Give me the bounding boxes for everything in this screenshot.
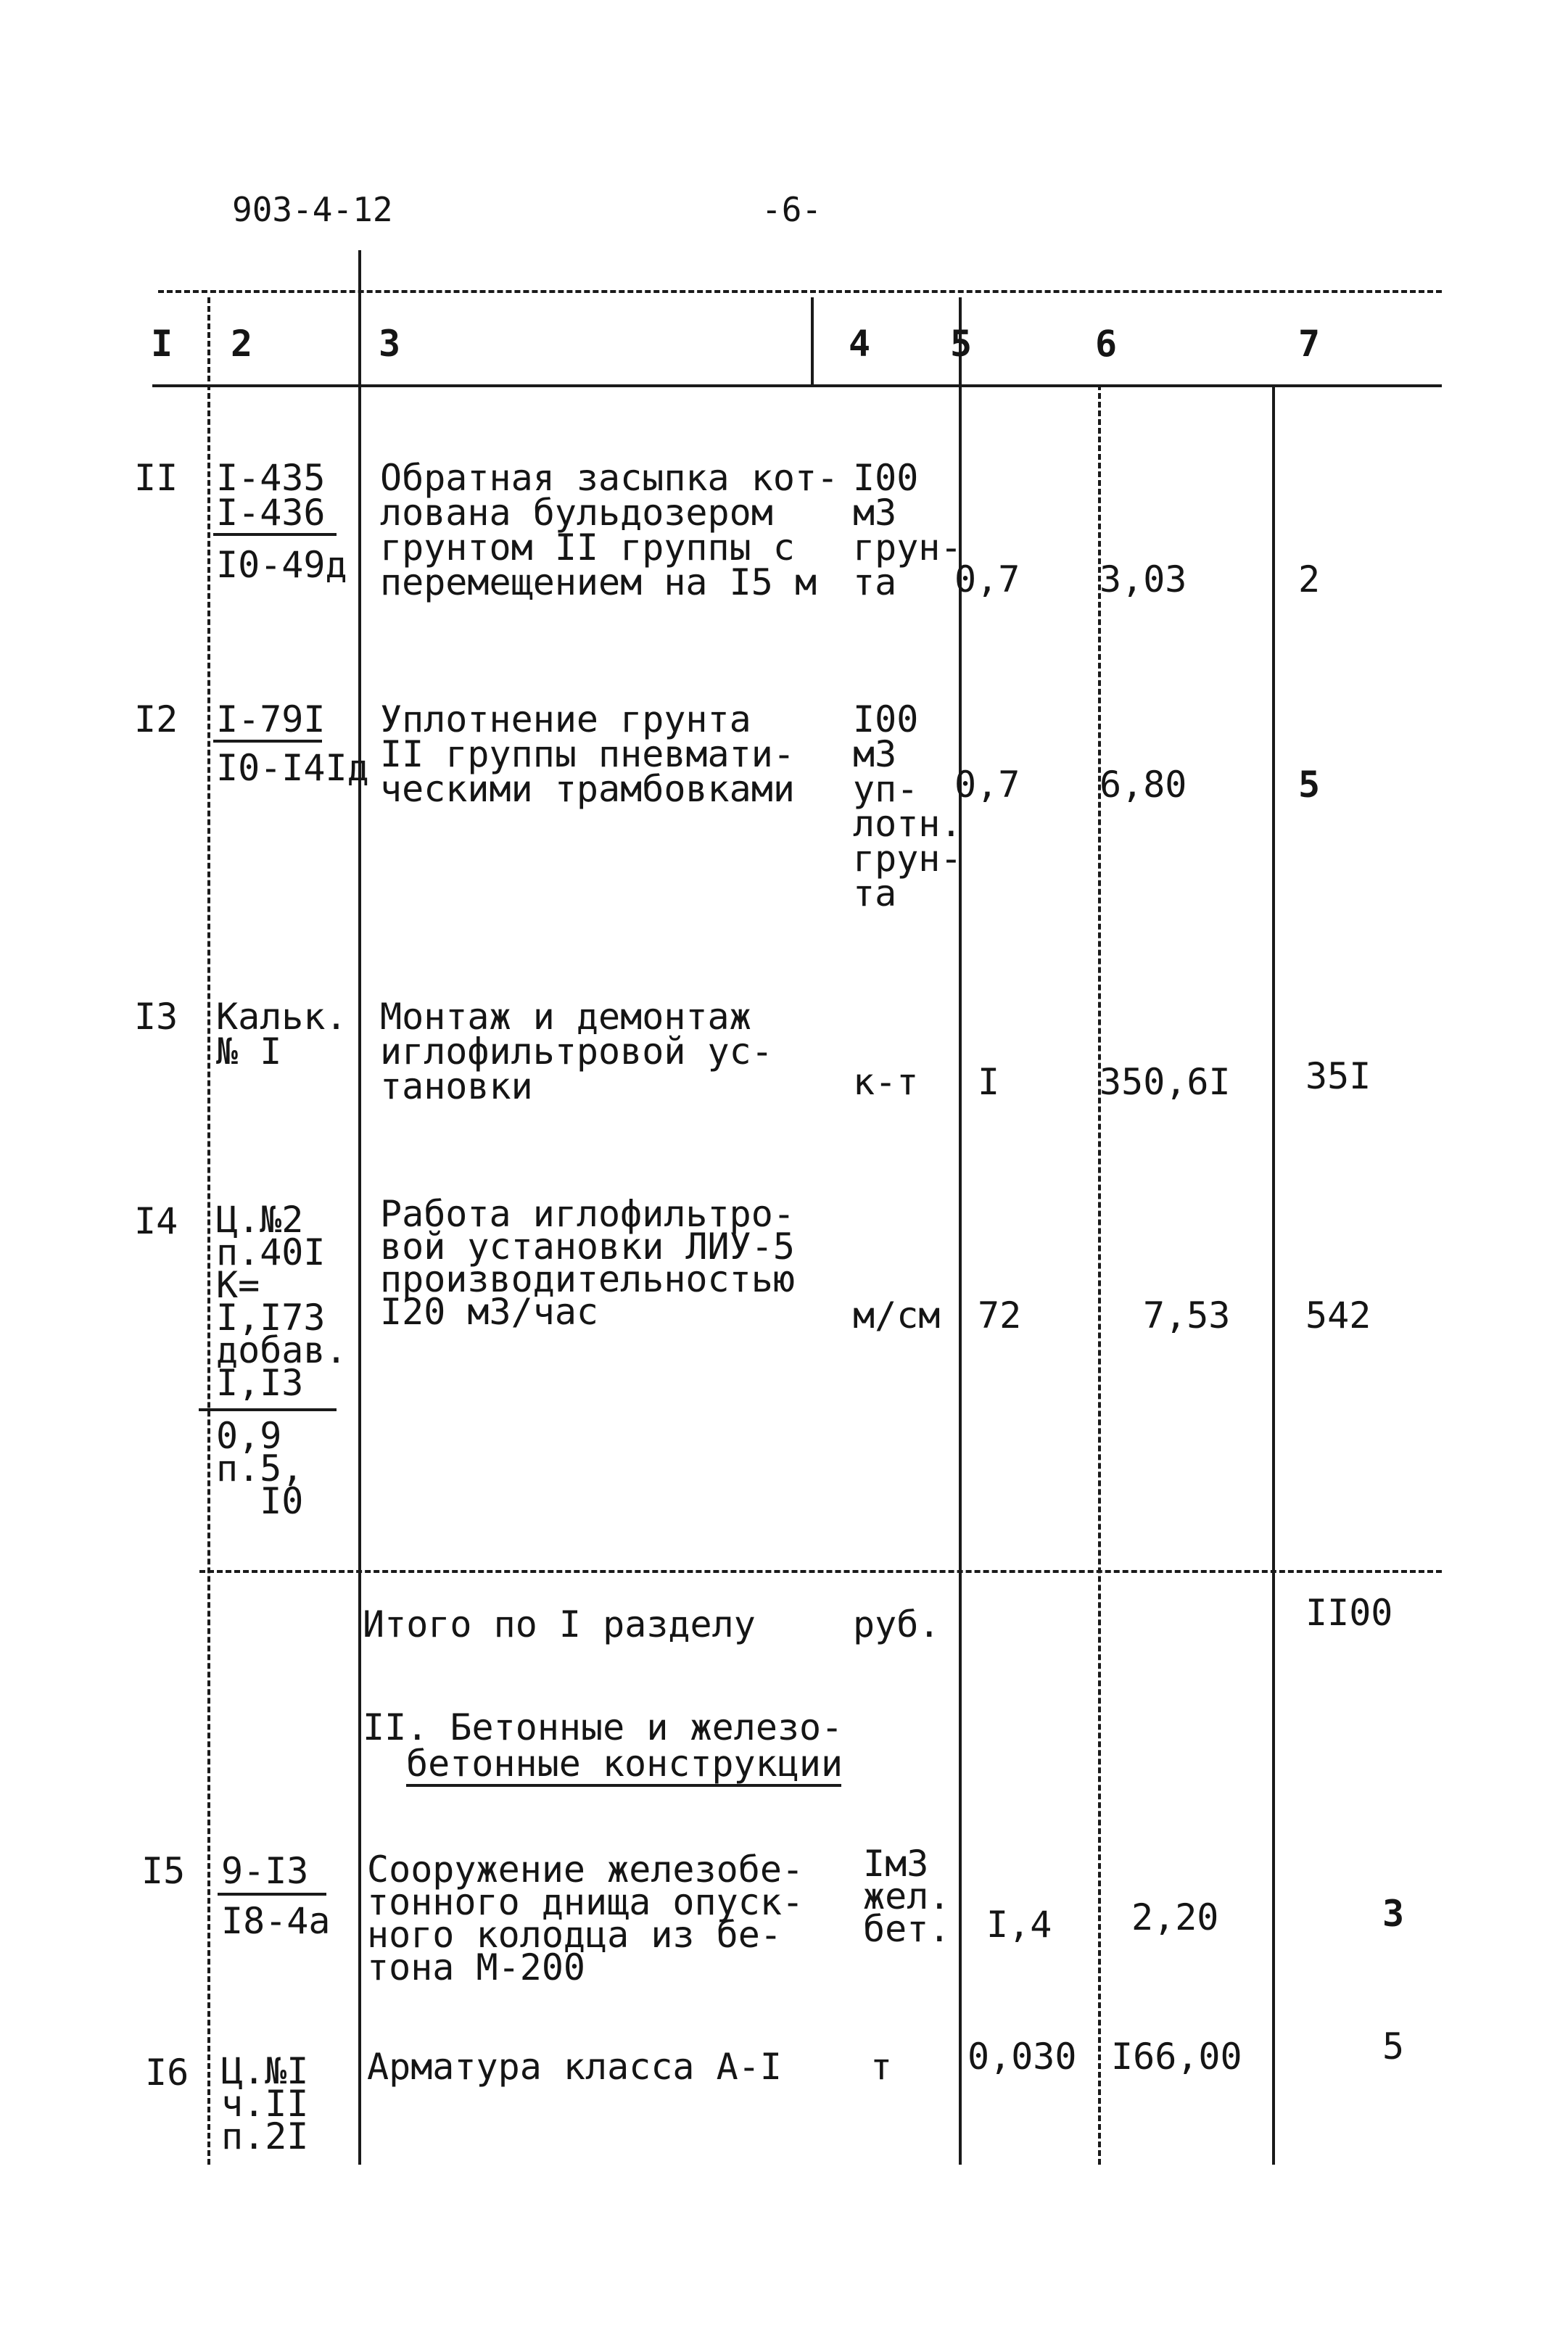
quantity: 72 [978,1294,1022,1337]
section-total-label: Итого по I разделу [363,1603,756,1645]
section-heading-line-1: II. Бетонные и железо- [363,1706,843,1748]
quantity: 0,7 [954,558,1020,600]
price-reference: Ц.№2 п.40I К= I,I73 добав. I,I3 [216,1199,347,1404]
reference-fraction-line [213,740,322,743]
section-heading-underline [406,1784,841,1787]
price-reference: Кальк. № I [216,996,347,1073]
price-reference-divisor: I8-4а [221,1900,331,1942]
price-reference: Ц.№I ч.II п.2I [221,2050,309,2157]
row-number: I4 [134,1200,178,1242]
unit-price: 350,6I [1099,1061,1231,1103]
row-number: II [134,457,178,499]
table-header-bottom-border [152,384,1442,387]
work-description: Работа иглофильтро- вой установки ЛИУ-5 производительностью I20 м3/час [380,1193,795,1333]
column-number-4: 4 [849,323,871,365]
unit-price: 2,20 [1131,1896,1219,1938]
table-top-border [158,290,1442,293]
section-total-unit: руб. [853,1603,941,1645]
row-number: I2 [134,698,178,740]
column-number-7: 7 [1298,323,1321,365]
column-divider-5 [1098,384,1101,2165]
column-number-3: 3 [379,323,401,365]
unit-of-measure: м/см [853,1294,941,1337]
work-description: Уплотнение грунта II группы пневмати- ческими трамбовками [380,698,795,810]
work-description: Арматура класса А-I [367,2046,782,2088]
column-divider-1 [207,297,210,2165]
quantity: 0,7 [954,764,1020,806]
total-cost: 542 [1305,1294,1371,1337]
price-reference: 9-I3 [221,1850,309,1892]
reference-fraction-line [199,1408,337,1411]
quantity: I [978,1061,1000,1103]
total-cost: 5 [1382,2025,1405,2068]
price-reference-divisor: 0,9 п.5, I0 [216,1415,304,1522]
quantity: 0,030 [967,2036,1077,2078]
section-heading-line-2: бетонные конструкции [406,1743,843,1785]
work-description: Сооружение железобе- тонного днища опуск- ного колодца из бе- тона М-200 [367,1848,804,1988]
unit-of-measure: Iм3 жел. бет. [863,1843,951,1950]
column-number-2: 2 [231,323,253,365]
row-number: I3 [134,996,178,1038]
work-description: Обратная засыпка кот- лована бульдозером грунтом II группы с перемещением на I5 м [380,457,839,603]
price-reference: I-435 I-436 [216,457,326,534]
quantity: I,4 [986,1904,1052,1946]
section-divider-line [199,1570,1442,1573]
row-number: I5 [141,1850,186,1892]
unit-of-measure: к-т [853,1061,919,1103]
reference-fraction-line [218,1893,326,1896]
total-cost: 35I [1305,1055,1371,1097]
price-reference-divisor: I0-49д [216,544,347,586]
column-number-5: 5 [950,323,973,365]
document-code: 903-4-12 [232,190,393,229]
total-cost: 3 [1382,1893,1405,1935]
column-divider-3 [811,297,814,386]
column-number-6: 6 [1095,323,1118,365]
price-reference-divisor: I0-I4Iд [216,747,369,789]
unit-price: 6,80 [1099,764,1187,806]
price-reference: I-79I [216,698,326,740]
column-divider-6 [1272,384,1275,2165]
unit-price: 7,53 [1143,1294,1231,1337]
page-number: -6- [762,190,822,229]
unit-price: I66,00 [1111,2036,1242,2078]
unit-price: 3,03 [1099,558,1187,600]
unit-of-measure: I00 м3 грун- та [853,457,962,603]
column-number-1: I [151,323,173,365]
total-cost: 5 [1298,764,1321,806]
column-divider-2 [358,250,361,2165]
row-number: I6 [145,2052,189,2094]
work-description: Монтаж и демонтаж иглофильтровой ус- тановки [380,996,773,1107]
total-cost: 2 [1298,558,1321,600]
unit-of-measure: I00 м3 уп- лотн. грун- та [853,698,962,914]
unit-of-measure: т [870,2046,893,2088]
section-total-amount: II00 [1305,1592,1393,1634]
reference-fraction-line [213,533,337,536]
